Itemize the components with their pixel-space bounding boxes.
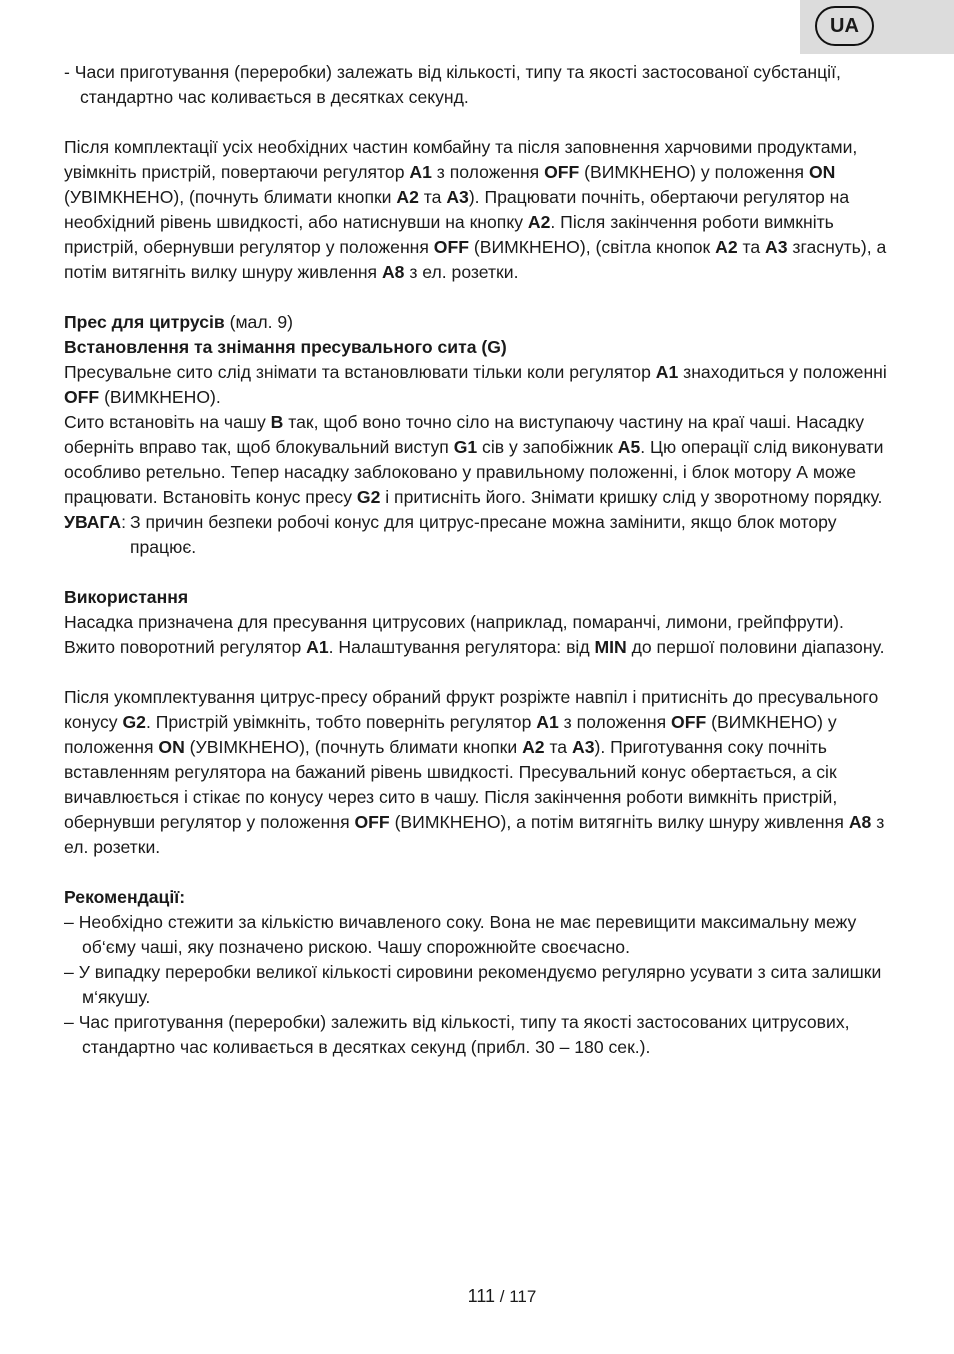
list-dash: - <box>64 62 75 82</box>
sieve-paragraph-2 <box>64 410 892 510</box>
warning-label <box>64 510 126 560</box>
part-ref: OFF <box>433 237 469 257</box>
part-ref: OFF <box>544 162 580 182</box>
list-bullet: – <box>64 912 79 932</box>
text-run: з положення <box>431 162 545 182</box>
text-run: так, щоб воно точно сіло на виступаючу частину на краї чаші. Насадку оберніть вправо так, щоб блокувальний виступ <box>64 412 865 457</box>
heading-text: Використання <box>64 587 189 607</box>
part-ref: A3 <box>765 237 788 257</box>
heading-figure-ref: (мал. 9) <box>224 312 294 332</box>
warning-note <box>64 510 892 560</box>
list-item-text: Необхідно стежити за кількістю вичавленого соку. Вона не має перевищити максимальну межу об‘єму чаші, яку позначено рискою. Чашу спорожнюйте своєчасно. <box>78 912 857 957</box>
list-item-text: У випадку переробки великої кількості сировини рекомендуємо регулярно усувати з сита залишки м‘якушу. <box>78 962 882 1007</box>
total-pages: 117 <box>509 1287 537 1306</box>
usage-paragraph-1: Насадка призначена для пресування цитрусових (наприклад, помаранчі, лимони, грейпфрути). <box>64 612 844 632</box>
part-ref: OFF <box>671 712 707 732</box>
text-run: (УВІМКНЕНО), (почнуть блимати кнопки <box>64 187 397 207</box>
text-run: (ВИМКНЕНО) у положення <box>64 712 837 757</box>
section-heading-usage <box>64 585 892 610</box>
text-run: Після комплектації усіх необхідних частин комбайну та після заповнення харчовими продуктами, увімкніть пристрій, повертаючи регулятор <box>64 137 858 182</box>
list-bullet: – <box>64 962 79 982</box>
language-tab <box>800 0 954 54</box>
list-bullet: – <box>64 1012 79 1032</box>
part-ref: A2 <box>527 212 551 232</box>
text-run: Пресувальне сито слід знімати та встановлювати тільки коли регулятор <box>64 362 656 382</box>
text-run: (ВИМКНЕНО), (світла кнопок <box>468 237 716 257</box>
sieve-paragraph-1 <box>64 360 892 410</box>
text-run: до першої половини діапазону. <box>626 637 885 657</box>
part-ref: A8 <box>848 812 872 832</box>
text-run: знаходиться у положенні <box>678 362 887 382</box>
page-content <box>64 60 892 1060</box>
intro-text: Часи приготування (переробки) залежать від кількості, типу та якості застосованої субстанції, стандартно час коливається в десятках секунд. <box>74 62 841 107</box>
text-run: та <box>544 737 572 757</box>
part-ref: G2 <box>356 487 381 507</box>
text-run: з положення <box>558 712 672 732</box>
text-run: Сито встановіть на чашу <box>64 412 271 432</box>
spacer <box>64 560 892 585</box>
part-ref: A1 <box>536 712 559 732</box>
text-run: сів у запобіжник <box>477 437 618 457</box>
text-run: . Налаштування регулятора: від <box>328 637 595 657</box>
text-run: ). Приготування соку почніть вставленням регулятора на бажаний рівень швидкості. Пресувальний конус обертається, а сік вичавлюється і стікає по конусу через сито в чашу. Після закінчення роботи вимкніть пристрій, обернувши регулятор у положення <box>64 737 838 832</box>
warning-colon: : <box>121 512 126 532</box>
text-run: згаснуть), а потім витягніть вилку шнуру живлення <box>64 237 887 282</box>
part-ref: ON <box>158 737 185 757</box>
part-ref: ON <box>808 162 836 182</box>
intro-paragraph <box>64 60 892 110</box>
language-badge: UA <box>815 6 874 46</box>
text-run: (УВІМКНЕНО), (почнуть блимати кнопки <box>184 737 523 757</box>
current-page: 111 <box>467 1286 496 1306</box>
usage-paragraph-3 <box>64 685 892 860</box>
warning-text: З причин безпеки робочі конус для цитрус-пресане можна замінити, якщо блок мотору працює. <box>129 512 837 557</box>
heading-text: Рекомендації: <box>64 887 186 907</box>
text-run: . Після закінчення роботи вимкніть пристрій, обернувши регулятор у положення <box>64 212 834 257</box>
part-ref: MIN <box>594 637 627 657</box>
spacer <box>64 285 892 310</box>
part-ref: OFF <box>354 812 390 832</box>
list-item-text: Час приготування (переробки) залежить від кількості, типу та якості застосованих цитрусових, стандартно час коливається в десятках секунд (прибл. 30 – 180 сек.). <box>78 1012 850 1057</box>
spacer <box>64 660 892 685</box>
text-run: Після укомплектування цитрус-пресу обраний фрукт розріжте навпіл і притисніть до пресувального конусу <box>64 687 879 732</box>
text-run: Вжито поворотний регулятор <box>64 637 307 657</box>
assembly-paragraph <box>64 135 892 285</box>
page-separator: / <box>495 1287 510 1306</box>
list-item <box>64 960 892 1010</box>
text-run: . Пристрій увімкніть, тобто поверніть регулятор <box>145 712 537 732</box>
part-ref: A1 <box>409 162 432 182</box>
text-run: з ел. розетки. <box>404 262 519 282</box>
text-run: та <box>418 187 447 207</box>
list-item <box>64 910 892 960</box>
spacer <box>64 110 892 135</box>
warning-label-text: УВАГА <box>64 512 122 532</box>
part-ref: A2 <box>522 737 545 757</box>
part-ref: A5 <box>617 437 641 457</box>
text-run: (ВИМКНЕНО), а потім витягніть вилку шнуру живлення <box>389 812 849 832</box>
page-number <box>0 1286 954 1307</box>
text-run: . Цю операції слід виконувати особливо ретельно. Тепер насадку заблоковано у правильному положенні, і блок мотору А може працювати. Встановіть конус пресу <box>64 437 884 507</box>
section-heading-recommendations <box>64 885 892 910</box>
text-run: ). Працювати почніть, обертаючи регулятор на необхідний рівень швидкості, або натиснувши на кнопку <box>64 187 850 232</box>
part-ref: A1 <box>306 637 329 657</box>
part-ref: A8 <box>381 262 405 282</box>
part-ref: A1 <box>655 362 679 382</box>
part-ref: OFF <box>64 387 100 407</box>
subheading-sieve <box>64 335 892 360</box>
subheading-text: Встановлення та знімання пресувального сита (G) <box>64 337 507 357</box>
part-ref: B <box>270 412 284 432</box>
part-ref: A3 <box>446 187 469 207</box>
text-run: з ел. розетки. <box>64 812 885 857</box>
text-run: і притисніть його. Знімати кришку слід у зворотному порядку. <box>380 487 883 507</box>
part-ref: A3 <box>571 737 595 757</box>
part-ref: G1 <box>453 437 478 457</box>
text-run: (ВИМКНЕНО). <box>99 387 221 407</box>
text-run: та <box>737 237 766 257</box>
spacer <box>64 860 892 885</box>
part-ref: A2 <box>715 237 738 257</box>
usage-paragraph-2 <box>64 635 892 660</box>
list-item <box>64 1010 892 1060</box>
text-run: (ВИМКНЕНО) у положення <box>579 162 809 182</box>
part-ref: G2 <box>122 712 146 732</box>
part-ref: A2 <box>396 187 419 207</box>
heading-bold: Прес для цитрусів <box>64 312 225 332</box>
section-heading-citrus <box>64 310 892 335</box>
